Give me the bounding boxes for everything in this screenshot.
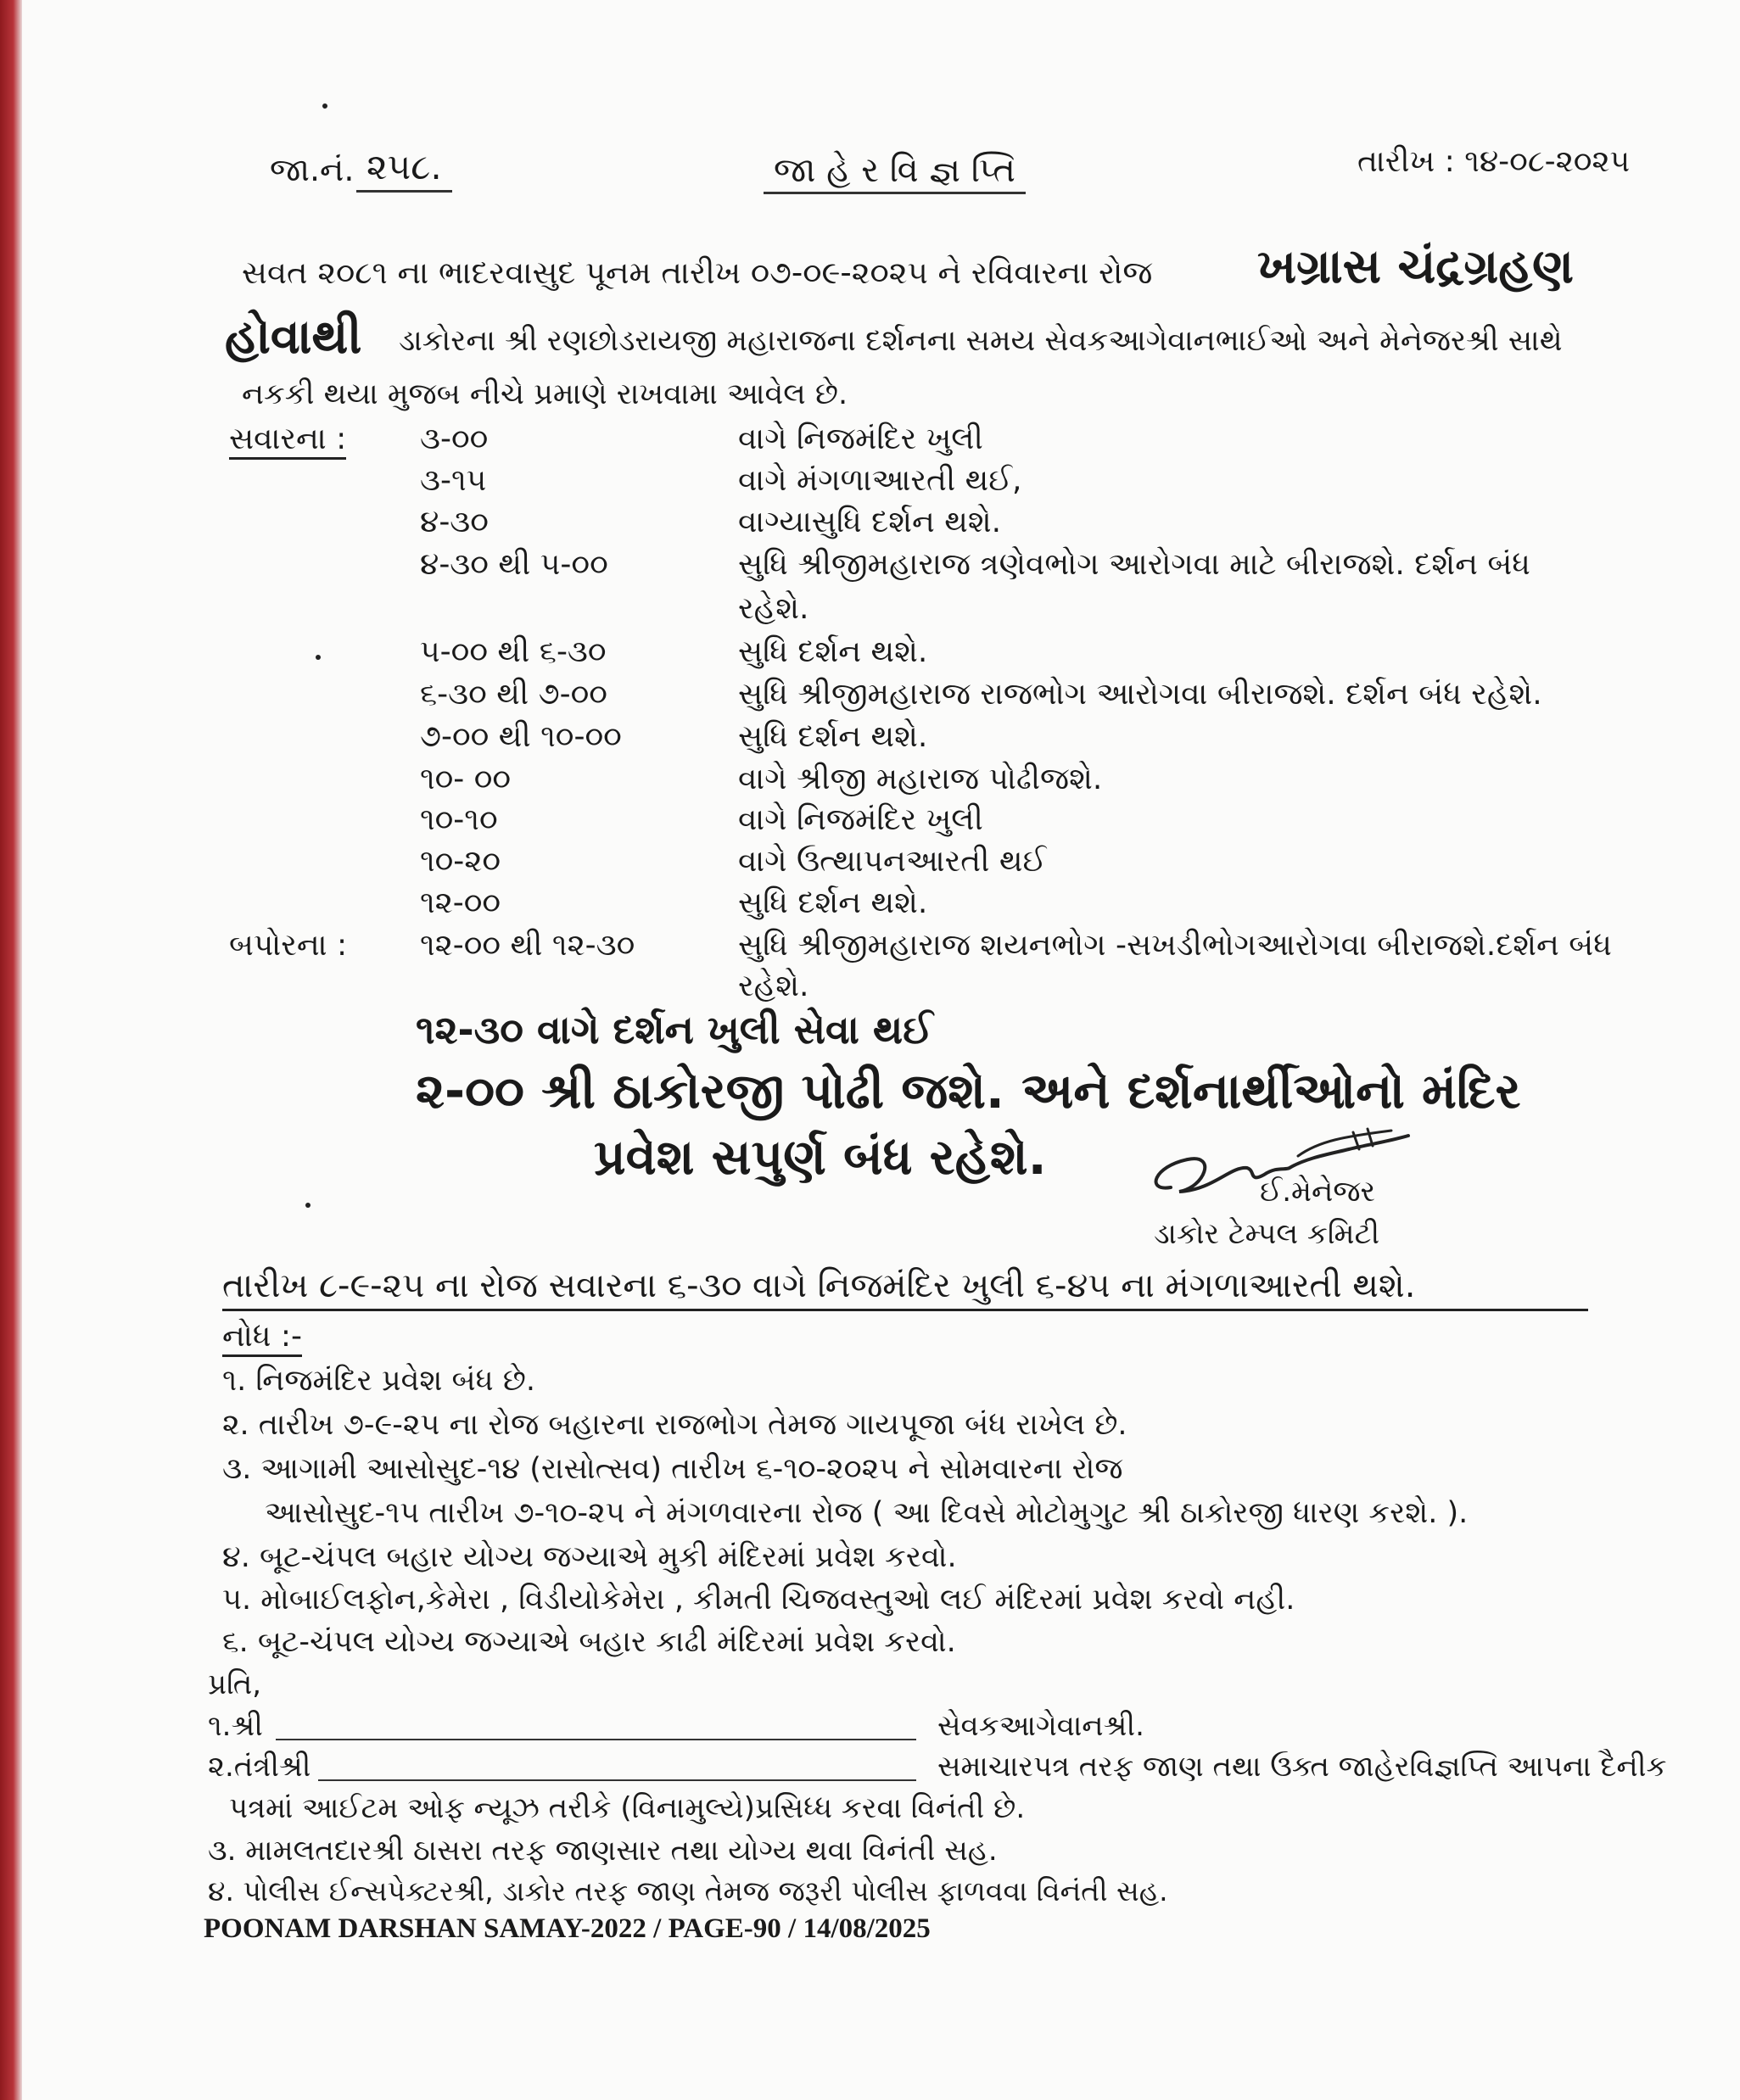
blank-line — [276, 1739, 916, 1740]
note-item: ૩. આગામી આસોસુદ-૧૪ (રાસોત્સવ) તારીખ ૬-૧૦-૨૦૨૫ ને સોમવારના રોજ — [222, 1452, 1123, 1486]
schedule-text: વાગે નિજમંદિર ખુલી — [738, 422, 983, 456]
schedule-time: ૬-૩૦ થી ૭-૦૦ — [420, 677, 607, 712]
schedule-text: સુધિ દર્શન થશે. — [738, 719, 928, 754]
schedule-row — [0, 802, 1740, 845]
reference-number: ૨૫૮. — [356, 146, 452, 193]
schedule-row — [0, 547, 1740, 589]
schedule-time: ૫-૦૦ થી ૬-૩૦ — [420, 634, 607, 669]
schedule-row — [0, 928, 1740, 970]
ink-dot — [322, 103, 327, 109]
schedule-time: ૪-૩૦ — [420, 505, 489, 539]
schedule-row — [0, 677, 1740, 719]
note-item: ૬. બૂટ-ચંપલ યોગ્ય જગ્યાએ બહાર કાઢી મંદિરમાં પ્રવેશ કરવો. — [222, 1625, 956, 1659]
reference-label: જા.નં. — [270, 151, 355, 188]
schedule-row — [0, 422, 1740, 464]
schedule-text: સુધિ શ્રીજીમહારાજ રાજભોગ આરોગવા બીરાજશે. દર્શન બંધ રહેશે. — [738, 677, 1542, 712]
recipient-1-label: ૧.શ્રી — [208, 1709, 263, 1743]
red-binding-edge — [0, 0, 22, 2100]
schedule-row — [0, 463, 1740, 505]
intro-having: હોવાથી — [225, 310, 362, 365]
footer-reference: POONAM DARSHAN SAMAY-2022 / PAGE-90 / 14/08/2025 — [204, 1913, 931, 1944]
schedule-text: સુધિ દર્શન થશે. — [738, 885, 928, 920]
time-of-day-label: સવારના : — [229, 422, 346, 460]
date-notice: તારીખ ૮-૯-૨૫ ના રોજ સવારના ૬-૩૦ વાગે નિજમંદિર ખુલી ૬-૪૫ ના મંગળાઆરતી થશે. — [222, 1266, 1588, 1311]
intro-line-2: ડાકોરના શ્રી રણછોડરાયજી મહારાજના દર્શનના સમય સેવકઆગેવાનભાઈઓ અને મેનેજરશ્રી સાથે — [399, 324, 1563, 358]
eclipse-heading: ખગ્રાસ ચંદ્રગ્રહણ — [1257, 239, 1574, 294]
schedule-row — [0, 762, 1740, 804]
recipient-2-label: ૨.તંત્રીશ્રી — [208, 1750, 311, 1784]
note-item: ૧. નિજમંદિર પ્રવેશ બંધ છે. — [222, 1364, 535, 1398]
note-item: ૪. બૂટ-ચંપલ બહાર યોગ્ય જગ્યાએ મુકી મંદિરમાં પ્રવેશ કરવો. — [222, 1540, 957, 1574]
note-item: ૨. તારીખ ૭-૯-૨૫ ના રોજ બહારના રાજભોગ તેમજ ગાયપૂજા બંધ રાખેલ છે. — [222, 1408, 1127, 1442]
schedule-text: વાગે ઉત્થાપનઆરતી થઈ — [738, 844, 1047, 879]
closing-line-1: ૧૨-૩૦ વાગે દર્શન ખુલી સેવા થઈ — [416, 1007, 933, 1053]
closing-line-2: ૨-૦૦ શ્રી ઠાકોરજી પોઢી જશે. અને દર્શનાર્થીઓનો મંદિર — [416, 1062, 1521, 1120]
schedule-row — [0, 719, 1740, 762]
intro-line-1: સવત ૨૦૮૧ ના ભાદરવાસુદ પૂનમ તારીખ ૦૭-૦૯-૨૦૨૫ ને રવિવારના રોજ — [242, 254, 1153, 291]
schedule-text: વાગે મંગળાઆરતી થઈ, — [738, 463, 1022, 498]
schedule-row — [0, 885, 1740, 928]
notes-heading: નોધ :- — [222, 1319, 302, 1357]
note-item: ૫. મોબાઈલફોન,કેમેરા , વિડીયોકેમેરા , કીમતી ચિજવસ્તુઓ લઈ મંદિરમાં પ્રવેશ કરવો નહી. — [222, 1583, 1295, 1617]
notice-title: જા હે ર વિ જ્ઞ પ્તિ — [764, 151, 1026, 194]
schedule-text-continued: રહેશે. — [738, 591, 809, 626]
blank-line — [318, 1779, 916, 1781]
note-item-continued: આસોસુદ-૧૫ તારીખ ૭-૧૦-૨૫ ને મંગળવારના રોજ ( આ દિવસે મોટોમુગુટ શ્રી ઠાકોરજી ધારણ કરશે. ). — [265, 1496, 1469, 1530]
schedule-text: વાગ્યાસુધિ દર્શન થશે. — [738, 505, 1002, 539]
signatory-organization: ડાકોર ટેમ્પલ કમિટી — [1154, 1217, 1380, 1251]
schedule-text: સુધિ શ્રીજીમહારાજ ત્રણેવભોગ આરોગવા માટે બીરાજશે. દર્શન બંધ — [738, 547, 1530, 582]
closing-line-3: પ્રવેશ સપુર્ણ બંધ રહેશે. — [594, 1128, 1047, 1186]
schedule-text: વાગે શ્રીજી મહારાજ પોઢીજશે. — [738, 762, 1103, 796]
schedule-text: વાગે નિજમંદિર ખુલી — [738, 802, 983, 837]
schedule-time: ૧૦-૨૦ — [420, 844, 501, 879]
recipient-2-tail: સમાચારપત્ર તરફ જાણ તથા ઉક્ત જાહેરવિજ્ઞપ્તિ આપના દૈનીક — [937, 1750, 1667, 1784]
notice-date: તારીખ : ૧૪-૦૮-૨૦૨૫ — [1357, 144, 1631, 179]
schedule-time: ૧૦- ૦૦ — [420, 762, 512, 796]
schedule-text-continued: રહેશે. — [738, 969, 809, 1003]
schedule-row — [0, 505, 1740, 547]
time-of-day-label: બપોરના : — [229, 928, 348, 963]
recipient-3: ૩. મામલતદારશ્રી ઠાસરા તરફ જાણસાર તથા યોગ્ય થવા વિનંતી સહ. — [208, 1834, 998, 1868]
ink-dot — [305, 1203, 311, 1208]
schedule-time: ૩-૧૫ — [420, 463, 487, 498]
schedule-row — [0, 844, 1740, 886]
schedule-time: ૧૦-૧૦ — [420, 802, 498, 837]
schedule-time: ૭-૦૦ થી ૧૦-૦૦ — [420, 719, 622, 754]
recipient-2-continued: પત્રમાં આઈટમ ઓફ ન્યૂઝ તરીકે (વિનામુલ્યે)પ્રસિધ્ધ કરવા વિનંતી છે. — [229, 1791, 1026, 1825]
intro-line-3: નકકી થયા મુજબ નીચે પ્રમાણે રાખવામા આવેલ છે. — [242, 377, 848, 411]
schedule-text: સુધિ દર્શન થશે. — [738, 634, 928, 669]
schedule-time: ૪-૩૦ થી ૫-૦૦ — [420, 547, 608, 582]
signatory-title: ઈ.મેનેજર — [1260, 1175, 1376, 1209]
schedule-row — [0, 634, 1740, 677]
schedule-time: ૩-૦૦ — [420, 422, 489, 456]
schedule-time: ૧૨-૦૦ — [420, 885, 501, 920]
recipient-4: ૪. પોલીસ ઈન્સપેક્ટરશ્રી, ડાકોર તરફ જાણ તેમજ જરૂરી પોલીસ ફાળવવા વિનંતી સહ. — [208, 1874, 1168, 1907]
recipient-1-tail: સેવકઆગેવાનશ્રી. — [937, 1709, 1144, 1743]
recipients-heading: પ્રતિ, — [208, 1667, 262, 1701]
schedule-text: સુધિ શ્રીજીમહારાજ શયનભોગ -સખડીભોગઆરોગવા બીરાજશે.દર્શન બંધ — [738, 928, 1612, 963]
schedule-time: ૧૨-૦૦ થી ૧૨-૩૦ — [420, 928, 635, 963]
